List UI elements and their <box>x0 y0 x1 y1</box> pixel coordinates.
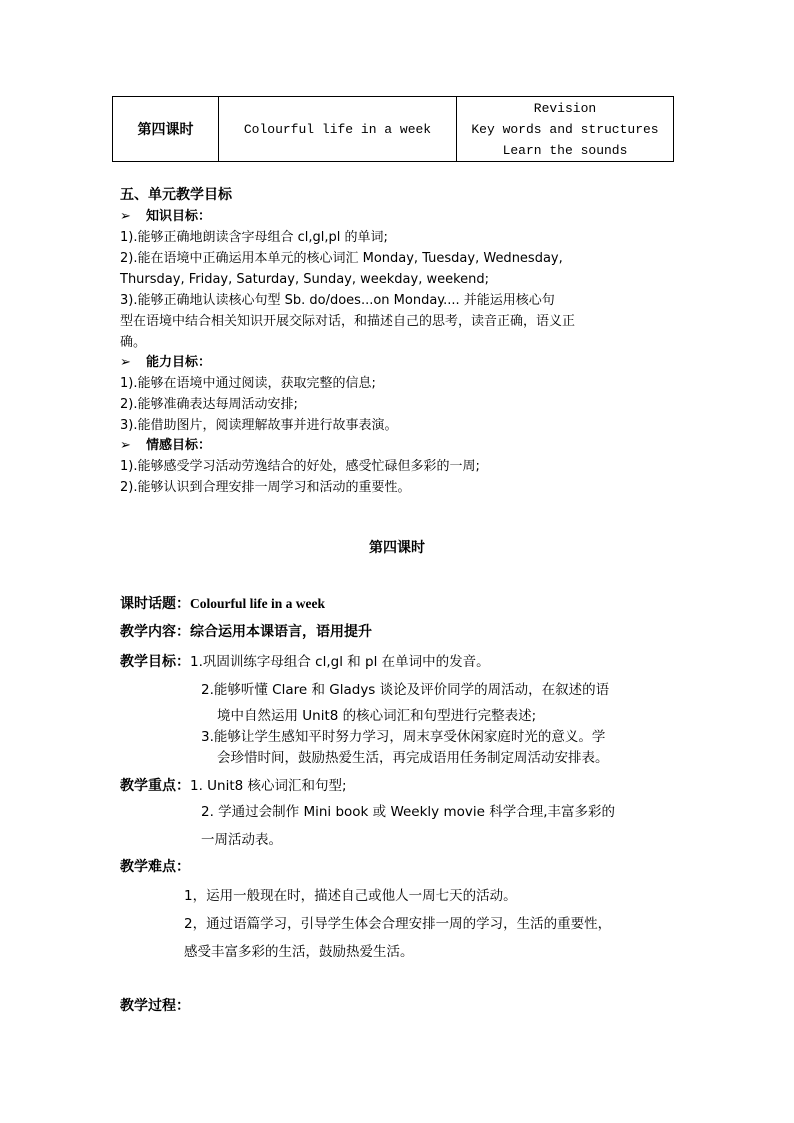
arrow-icon: ➢ <box>120 209 131 224</box>
ability-title <box>120 352 680 373</box>
knowledge-item: 1).能够正确地朗读含字母组合 cl,gl,pl 的单词; <box>120 230 388 245</box>
unit-goals-heading: 五、单元教学目标 <box>120 187 232 203</box>
goal-item: 1.巩固训练字母组合 cl,gl 和 pl 在单词中的发音。 <box>190 654 490 670</box>
process-label: 教学过程： <box>120 998 190 1014</box>
content-line: Learn the sounds <box>502 142 628 158</box>
ability-label: 能力目标： <box>146 355 212 370</box>
arrow-icon: ➢ <box>120 355 131 370</box>
focus-label: 教学重点： <box>120 778 190 794</box>
knowledge-item: Thursday, Friday, Saturday, Sunday, weekday, weekend; <box>120 272 490 287</box>
knowledge-item: 2).能在语境中正确运用本单元的核心词汇 Monday, Tuesday, Wednesday, <box>120 251 563 266</box>
topic-value: Colourful life in a week <box>190 596 325 611</box>
ability-item: 2).能够准确表达每周活动安排; <box>120 397 298 412</box>
goals-row <box>120 650 490 671</box>
difficulty-label: 教学难点： <box>120 859 190 875</box>
topic-cell: Colourful life in a week <box>219 97 457 162</box>
knowledge-item: 3).能够正确地认读核心句型 Sb. do/does...on Monday.... 并能运用核心句 <box>120 293 555 308</box>
knowledge-item: 确。 <box>120 335 147 350</box>
emotion-label: 情感目标： <box>146 438 212 453</box>
content-line: Key words and structures <box>471 121 659 137</box>
content-label: 教学内容： <box>120 624 190 640</box>
knowledge-title <box>120 206 680 227</box>
emotion-item: 1).能够感受学习活动劳逸结合的好处，感受忙碌但多彩的一周; <box>120 459 480 474</box>
topic-label: 课时话题： <box>120 596 190 612</box>
period-cell: 第四课时 <box>113 97 219 162</box>
arrow-icon: ➢ <box>120 438 131 453</box>
lesson-title: 第四课时 <box>369 540 425 556</box>
ability-item: 1).能够在语境中通过阅读，获取完整的信息; <box>120 376 376 391</box>
focus-row <box>120 774 347 795</box>
difficulty-item: 1，运用一般现在时，描述自己或他人一周七天的活动。 <box>184 888 517 904</box>
goal-item: 3.能够让学生感知平时努力学习，周末享受休闲家庭时光的意义。学 <box>201 729 606 745</box>
focus-item: 2. 学通过会制作 Mini book 或 Weekly movie 科学合理,丰富多彩的 <box>201 804 616 820</box>
difficulty-item: 感受丰富多彩的生活，鼓励热爱生活。 <box>184 944 414 960</box>
content-row <box>120 621 372 641</box>
goal-item: 2.能够听懂 Clare 和 Gladys 谈论及评价同学的周活动，在叙述的语 <box>201 682 610 698</box>
ability-item: 3).能借助图片，阅读理解故事并进行故事表演。 <box>120 418 398 433</box>
emotion-title <box>120 435 680 456</box>
content-value: 综合运用本课语言，语用提升 <box>190 624 372 640</box>
lesson-table <box>112 96 674 162</box>
content-cell <box>457 97 674 162</box>
knowledge-item: 型在语境中结合相关知识开展交际对话，和描述自己的思考，读音正确，语义正 <box>120 314 576 329</box>
content-line: Revision <box>533 100 597 116</box>
focus-item: 一周活动表。 <box>201 832 282 848</box>
difficulty-item: 2，通过语篇学习，引导学生体会合理安排一周的学习，生活的重要性， <box>184 916 612 932</box>
knowledge-label: 知识目标： <box>146 209 212 224</box>
emotion-item: 2).能够认识到合理安排一周学习和活动的重要性。 <box>120 480 411 495</box>
goal-item: 境中自然运用 Unit8 的核心词汇和句型进行完整表述; <box>217 708 537 724</box>
goal-item: 会珍惜时间，鼓励热爱生活，再完成语用任务制定周活动安排表。 <box>217 750 609 766</box>
focus-item: 1. Unit8 核心词汇和句型; <box>190 778 347 794</box>
goals-label: 教学目标： <box>120 654 190 670</box>
topic-row <box>120 593 325 613</box>
